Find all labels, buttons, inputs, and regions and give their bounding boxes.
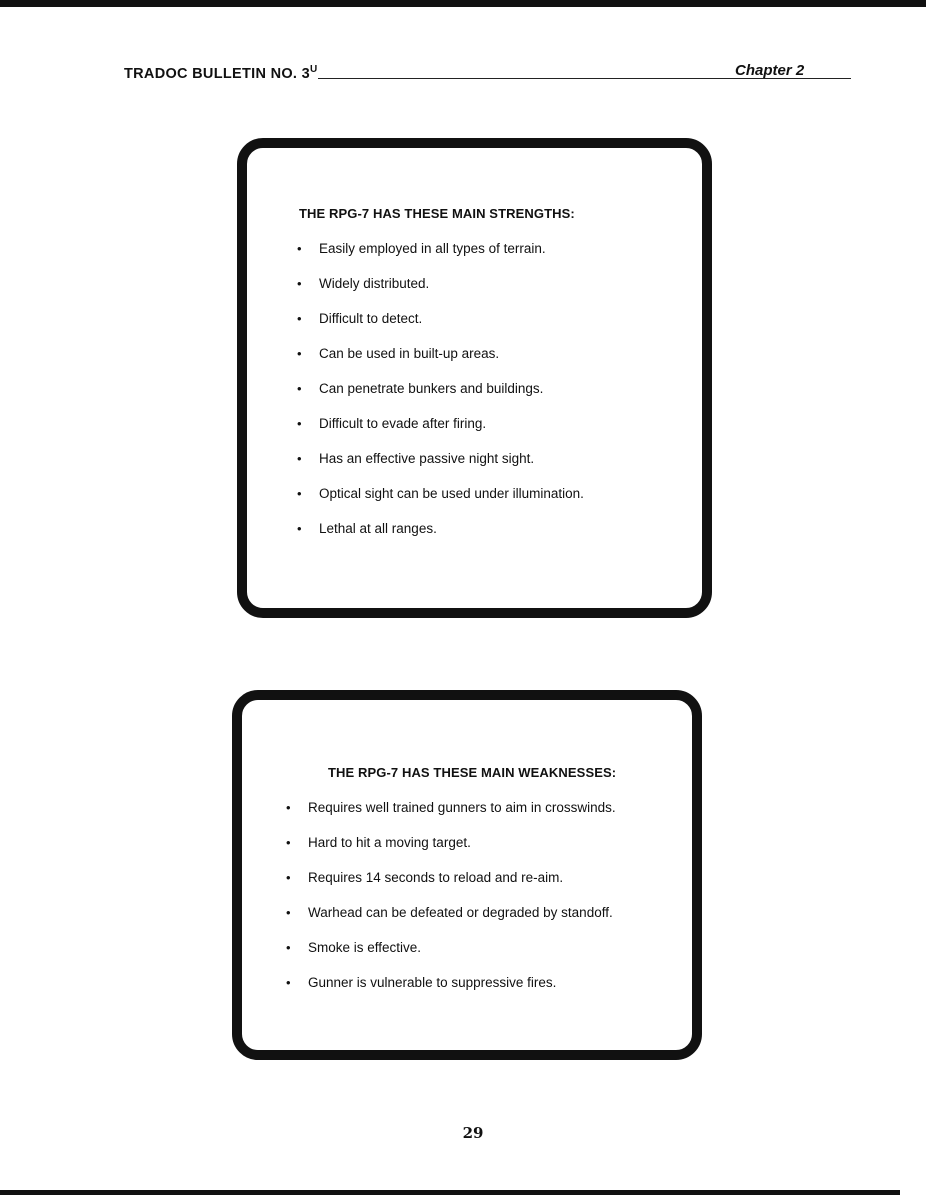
- bullet-icon: •: [297, 381, 302, 396]
- bullet-icon: •: [297, 416, 302, 431]
- list-item: • Requires 14 seconds to reload and re-aim.: [286, 870, 564, 885]
- bullet-icon: •: [297, 311, 302, 326]
- bullet-icon: •: [297, 346, 302, 361]
- header-rule-tail: [815, 78, 831, 79]
- list-item: • Easily employed in all types of terrain.: [297, 241, 546, 256]
- list-item: • Widely distributed.: [297, 276, 430, 291]
- list-item: • Lethal at all ranges.: [297, 521, 437, 536]
- strengths-box: [237, 138, 712, 618]
- top-border-rule: [0, 0, 926, 7]
- bullet-icon: •: [297, 521, 302, 536]
- page-header: [124, 60, 834, 86]
- list-item: • Difficult to evade after firing.: [297, 416, 487, 431]
- bullet-icon: •: [297, 451, 302, 466]
- bullet-icon: •: [297, 241, 302, 256]
- list-item: • Has an effective passive night sight.: [297, 451, 535, 466]
- chapter-label: Chapter 2: [735, 62, 805, 79]
- strengths-heading: THE RPG-7 HAS THESE MAIN STRENGTHS:: [299, 206, 575, 221]
- weaknesses-box: [232, 690, 702, 1060]
- bullet-icon: •: [286, 870, 291, 885]
- weaknesses-heading: THE RPG-7 HAS THESE MAIN WEAKNESSES:: [328, 765, 617, 780]
- bullet-icon: •: [286, 975, 291, 990]
- page-number: 29: [462, 1124, 484, 1142]
- list-item: • Optical sight can be used under illumination.: [297, 486, 584, 501]
- bullet-icon: •: [286, 800, 291, 815]
- bullet-icon: •: [286, 940, 291, 955]
- bulletin-superscript: U: [309, 64, 318, 75]
- bulletin-title: TRADOC BULLETIN NO. $3^U$: [124, 64, 318, 82]
- list-item: • Requires well trained gunners to aim in crosswinds.: [286, 800, 616, 815]
- list-item: • Gunner is vulnerable to suppressive fires.: [286, 975, 557, 990]
- list-item: • Can penetrate bunkers and buildings.: [297, 381, 544, 396]
- list-item: • Difficult to detect.: [297, 311, 423, 326]
- bullet-icon: •: [286, 835, 291, 850]
- list-item: • Can be used in built-up areas.: [297, 346, 500, 361]
- list-item: • Smoke is effective.: [286, 940, 422, 955]
- bottom-border-rule: [0, 1190, 900, 1195]
- strengths-list: [297, 240, 584, 555]
- weaknesses-list: [286, 799, 616, 1009]
- bullet-icon: •: [297, 486, 302, 501]
- bullet-icon: •: [297, 276, 302, 291]
- list-item: • Hard to hit a moving target.: [286, 835, 471, 850]
- bullet-icon: •: [286, 905, 291, 920]
- list-item: • Warhead can be defeated or degraded by standoff.: [286, 905, 613, 920]
